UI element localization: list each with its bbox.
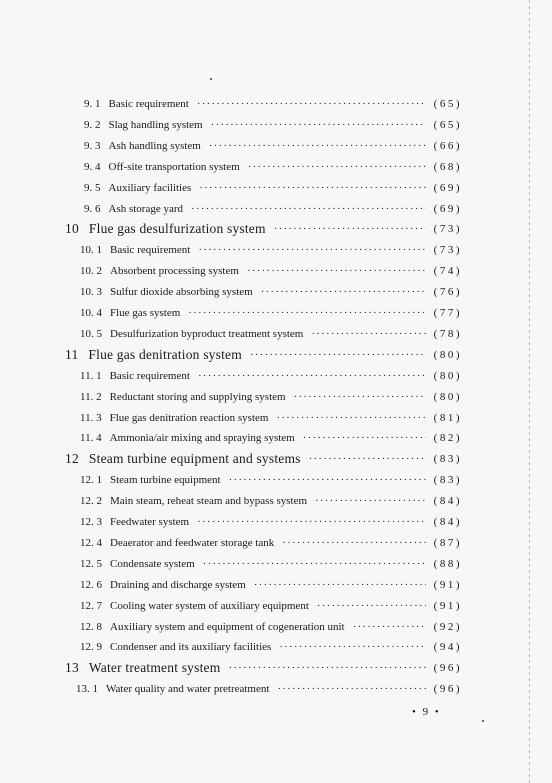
page-edge-line — [529, 0, 530, 783]
toc-entry-title: Off-site transportation system — [108, 160, 240, 173]
toc-entry-page: (80) — [433, 390, 462, 403]
dot-leader — [276, 408, 426, 428]
toc-entry-title: Absorbent processing system — [110, 265, 239, 278]
dot-leader — [250, 345, 426, 365]
toc-entry-number: 12. 9 — [80, 641, 102, 654]
toc-entry-number: 12. 1 — [80, 474, 102, 487]
toc-entry-title: Ammonia/air mixing and spraying system — [109, 432, 295, 445]
toc-entry-title: Cooling water system of auxiliary equipment — [110, 599, 309, 612]
toc-entry-title: Sulfur dioxide absorbing system — [110, 286, 253, 299]
toc-entry-number: 9. 2 — [84, 118, 101, 131]
dot-leader — [247, 261, 426, 281]
toc-entry-page: (96) — [433, 662, 462, 675]
toc-section-row — [80, 408, 462, 428]
toc-entry-title: Basic requirement — [108, 98, 189, 110]
toc-entry-page: (74) — [433, 265, 462, 278]
dot-leader — [261, 282, 426, 302]
toc-entry-title: Water quality and water pretreatment — [106, 683, 270, 696]
toc-entry-page: (84) — [433, 495, 462, 508]
toc-entry-page: (83) — [433, 453, 462, 466]
dot-leader — [317, 596, 426, 616]
toc-chapter-row — [65, 219, 462, 239]
toc-entry-page: (88) — [433, 557, 462, 570]
dot-leader — [311, 324, 426, 344]
toc-section-row — [84, 157, 462, 177]
toc-section-row — [84, 136, 462, 156]
dot-leader — [279, 637, 426, 657]
dot-leader — [254, 575, 426, 595]
toc-entry-title: Flue gas denitration reaction system — [109, 411, 269, 424]
toc-entry-page: (91) — [433, 578, 462, 591]
toc-chapter-row — [65, 345, 462, 365]
toc-entry-title: Slag handling system — [108, 118, 203, 131]
toc-entry-page: (65) — [433, 118, 462, 131]
toc-entry-page: (69) — [433, 181, 462, 194]
toc-section-row — [80, 491, 462, 511]
toc-entry-page: (66) — [433, 139, 462, 152]
dot-leader — [309, 449, 426, 469]
toc-section-row — [80, 428, 462, 448]
toc-chapter-row — [65, 658, 462, 678]
toc-entry-number: 9. 6 — [84, 202, 101, 215]
toc-section-row — [84, 94, 462, 114]
toc-section-row — [80, 261, 462, 281]
toc-entry-number: 12. 2 — [80, 495, 102, 508]
toc-entry-page: (82) — [433, 432, 462, 445]
toc-section-row — [80, 324, 462, 344]
toc-section-row — [80, 240, 462, 260]
toc-entry-title: Steam turbine equipment — [110, 474, 221, 487]
toc-entry-number: 10. 1 — [80, 244, 102, 257]
dot-leader — [228, 658, 426, 678]
toc-entry-number: 11. 1 — [80, 369, 102, 382]
toc-entry-title: Desulfurization byproduct treatment system — [110, 327, 304, 340]
dot-leader — [198, 240, 426, 260]
toc-section-row — [80, 596, 462, 616]
toc-entry-title: Deaerator and feedwater storage tank — [110, 536, 275, 549]
page-number-footer: • 9 • — [412, 706, 441, 718]
toc-section-row — [80, 554, 462, 574]
toc-entry-number: 12. 6 — [80, 578, 102, 591]
dot-leader — [353, 617, 426, 637]
toc-entry-number: 9. 4 — [84, 160, 101, 173]
dot-leader — [282, 533, 426, 553]
dot-leader — [248, 157, 426, 177]
toc-entry-page: (80) — [433, 369, 462, 382]
dot-leader — [203, 554, 426, 574]
dot-leader — [198, 366, 426, 386]
toc-entry-page: (81) — [433, 411, 462, 424]
toc-entry-number: 10. 3 — [80, 286, 102, 299]
toc-entry-number: 11. 2 — [80, 390, 102, 403]
dot-leader — [277, 679, 426, 699]
toc-entry-title: Water treatment system — [88, 660, 221, 676]
toc-entry-number: 12. 4 — [80, 536, 102, 549]
toc-entry-page: (92) — [433, 620, 462, 633]
toc-entry-page: (96) — [433, 683, 462, 696]
toc-entry-page: (65) — [433, 98, 462, 110]
toc-entry-title: Basic requirement — [110, 244, 191, 257]
toc-entry-number: 11. 3 — [80, 411, 102, 424]
scan-speck — [210, 78, 212, 80]
toc-entry-page: (78) — [433, 327, 462, 340]
toc-entry-title: Steam turbine equipment and systems — [88, 451, 301, 467]
toc-section-row — [84, 178, 462, 198]
dot-leader — [209, 136, 426, 156]
toc-entry-page: (94) — [433, 641, 462, 654]
toc-entry-title: Ash storage yard — [108, 202, 184, 215]
toc-entry-number: 12. 5 — [80, 557, 102, 570]
toc-section-row — [80, 282, 462, 302]
dot-leader — [294, 387, 426, 407]
toc-entry-title: Main steam, reheat steam and bypass system — [110, 495, 308, 508]
toc-entry-number: 12 — [65, 451, 79, 467]
dot-leader — [229, 470, 426, 490]
toc-entry-title: Condensate system — [110, 557, 195, 570]
toc-entry-number: 9. 5 — [84, 181, 101, 194]
toc-entry-title: Draining and discharge system — [110, 578, 246, 591]
toc-entry-page: (91) — [433, 599, 462, 612]
toc-entry-title: Flue gas system — [110, 307, 181, 319]
toc-section-row — [80, 637, 462, 657]
toc-entry-number: 10. 4 — [80, 307, 102, 319]
toc-entry-page: (87) — [433, 536, 462, 549]
toc-entry-number: 13 — [65, 660, 79, 676]
toc-entry-title: Basic requirement — [109, 369, 190, 382]
toc-entry-page: (84) — [433, 516, 462, 528]
toc-section-row — [80, 470, 462, 490]
toc-section-row — [80, 366, 462, 386]
toc-section-row — [80, 575, 462, 595]
dot-leader — [197, 512, 426, 532]
dot-leader — [315, 491, 426, 511]
toc-chapter-row — [65, 449, 462, 469]
toc-section-row — [80, 303, 462, 323]
dot-leader — [274, 219, 426, 239]
toc-entry-number: 12. 8 — [80, 620, 102, 633]
toc-entry-number: 11. 4 — [80, 432, 102, 445]
dot-leader — [211, 115, 426, 135]
dot-leader — [199, 178, 426, 198]
toc-section-row — [80, 387, 462, 407]
toc-section-row — [84, 115, 462, 135]
toc-entry-page: (69) — [433, 202, 462, 215]
toc-section-row — [80, 533, 462, 553]
toc-section-row — [76, 679, 462, 699]
toc-section-row — [80, 617, 462, 637]
toc-entry-title: Flue gas denitration system — [88, 346, 242, 362]
toc-entry-page: (83) — [433, 474, 462, 487]
toc-entry-number: 9. 3 — [84, 139, 101, 152]
toc-entry-page: (73) — [433, 223, 462, 236]
toc-entry-title: Auxiliary system and equipment of cogeneration unit — [110, 620, 345, 633]
toc-entry-number: 10 — [65, 221, 79, 237]
toc-entry-page: (76) — [433, 286, 462, 299]
toc-entry-title: Auxiliary facilities — [108, 181, 192, 194]
toc-entry-number: 10. 5 — [80, 327, 102, 340]
toc-entry-title: Reductant storing and supplying system — [109, 390, 286, 403]
toc-section-row — [84, 199, 462, 219]
toc-entry-title: Flue gas desulfurization system — [88, 221, 266, 237]
toc-entry-page: (80) — [433, 348, 462, 361]
toc-entry-page: (77) — [433, 307, 462, 319]
dot-leader — [303, 428, 426, 448]
toc-entry-page: (68) — [433, 160, 462, 173]
toc-entry-number: 12. 3 — [80, 516, 102, 528]
dot-leader — [188, 303, 426, 323]
toc-entry-number: 13. 1 — [76, 683, 98, 696]
toc-entry-page: (73) — [433, 244, 462, 257]
dot-leader — [197, 94, 426, 114]
toc-entry-title: Condenser and its auxiliary facilities — [110, 641, 272, 654]
toc-entry-number: 9. 1 — [84, 98, 101, 110]
toc-entry-title: Ash handling system — [108, 139, 201, 152]
scan-speck — [482, 720, 484, 722]
toc-section-row — [80, 512, 462, 532]
toc-entry-number: 11 — [65, 346, 79, 362]
dot-leader — [191, 199, 426, 219]
toc-entry-title: Feedwater system — [110, 516, 190, 528]
toc-entry-number: 12. 7 — [80, 599, 102, 612]
toc-entry-number: 10. 2 — [80, 265, 102, 278]
